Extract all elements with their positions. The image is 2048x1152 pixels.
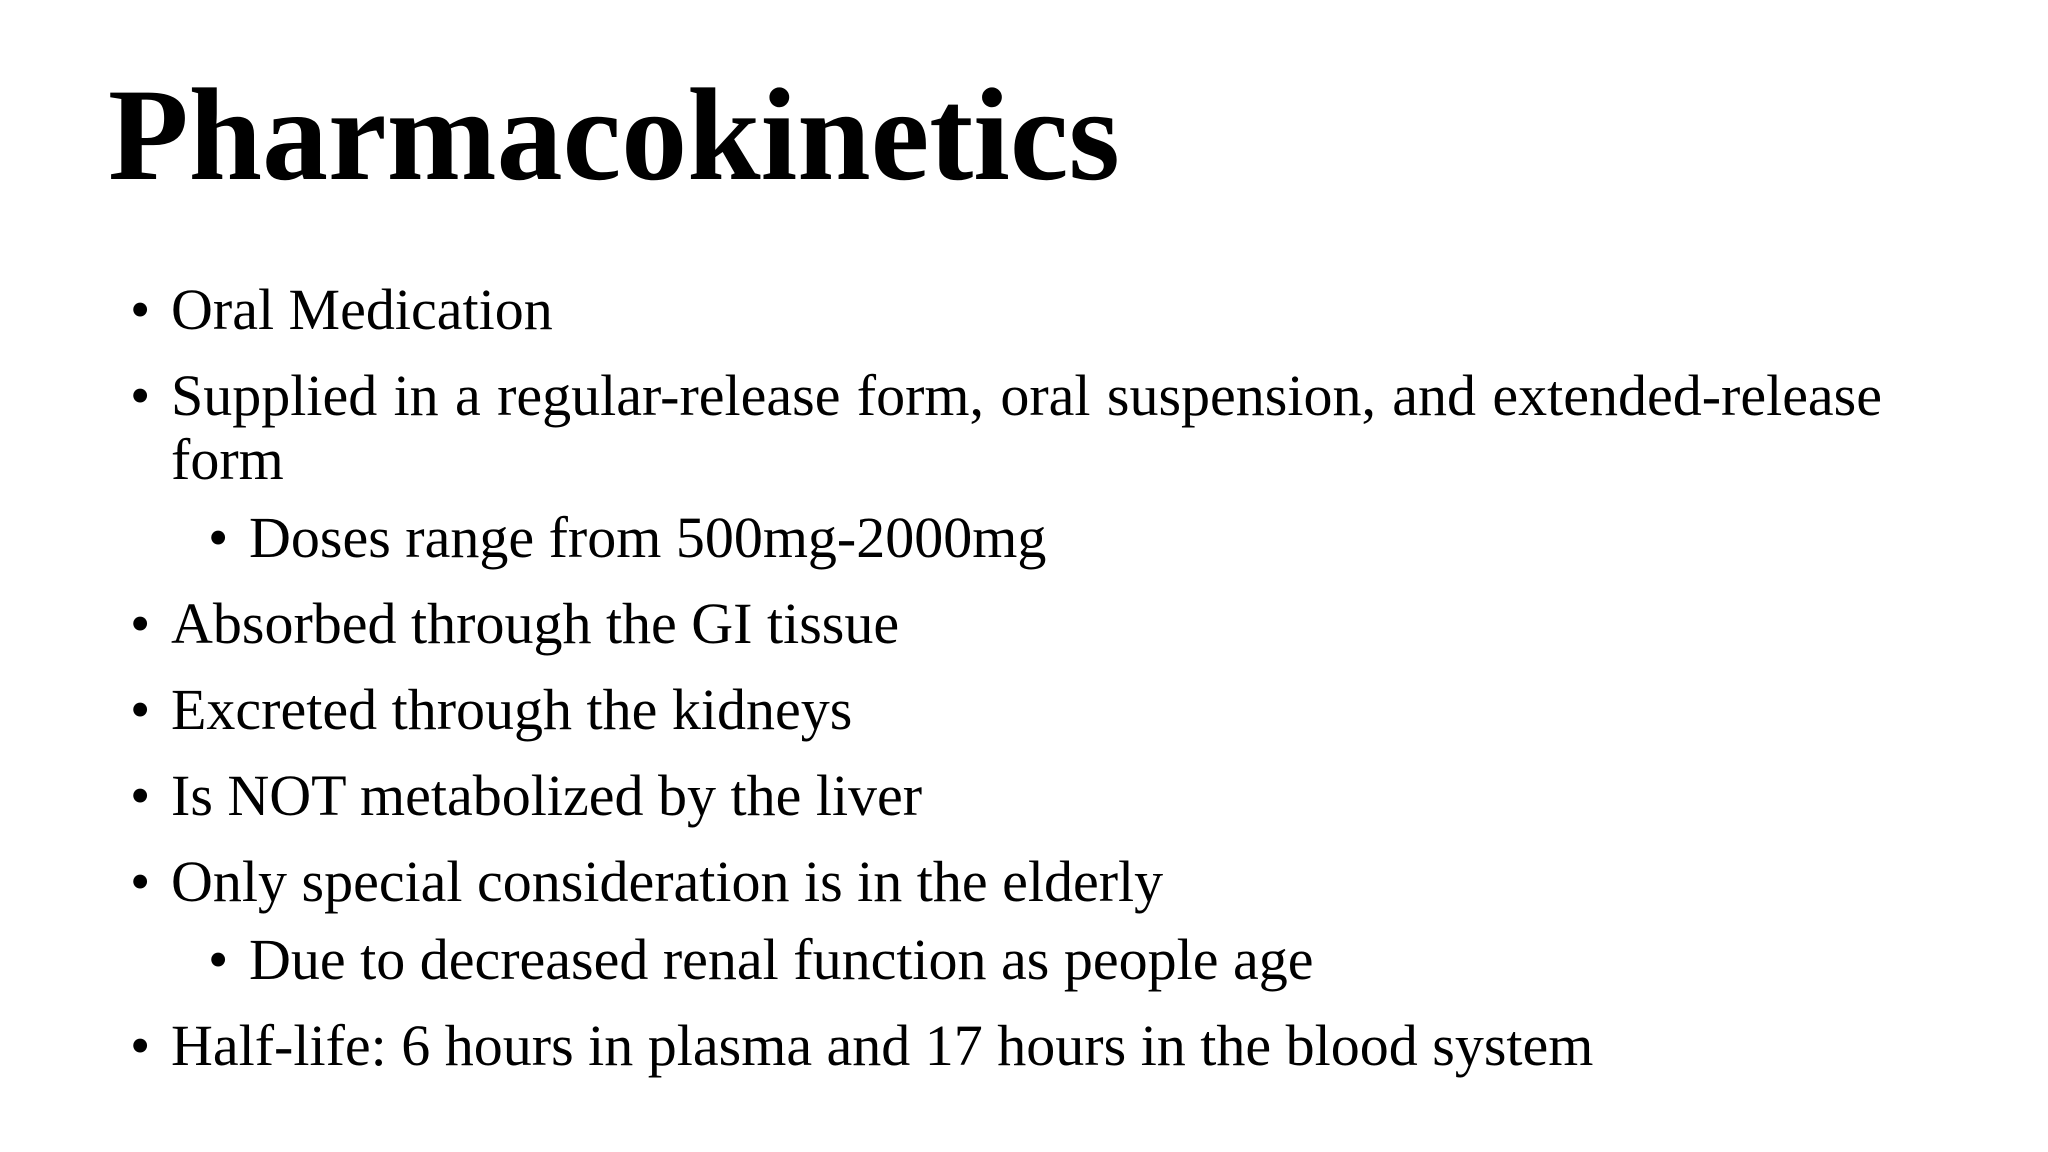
bullet-absorption [130,592,1882,656]
bullet-supplied-forms [130,364,1882,570]
bullet-oral-medication [130,278,1882,342]
sub-bullet-text: Doses range from 500mg-2000mg [249,505,1047,570]
bullet-text: Excreted through the kidneys [171,677,853,742]
bullet-text: Is NOT metabolized by the liver [171,763,923,828]
slide-content [130,278,1882,1100]
bullet-text: Oral Medication [171,277,553,342]
sub-bullet-list [171,928,1882,992]
bullet-text: Only special consideration is in the elderly [171,849,1164,914]
bullet-text: Absorbed through the GI tissue [171,591,900,656]
bullet-metabolism [130,764,1882,828]
bullet-elderly-consideration [130,850,1882,992]
bullet-list [130,278,1882,1078]
bullet-text: Half-life: 6 hours in plasma and 17 hours in the blood system [171,1013,1594,1078]
bullet-text: Supplied in a regular-release form, oral suspension, and extended-release form [171,363,1882,492]
sub-bullet-list [171,506,1882,570]
bullet-half-life [130,1014,1882,1078]
sub-bullet-dose-range [130,506,1882,570]
sub-bullet-renal-function [130,928,1882,992]
slide-title: Pharmacokinetics [108,61,1120,208]
sub-bullet-text: Due to decreased renal function as people age [249,927,1314,992]
bullet-excretion [130,678,1882,742]
